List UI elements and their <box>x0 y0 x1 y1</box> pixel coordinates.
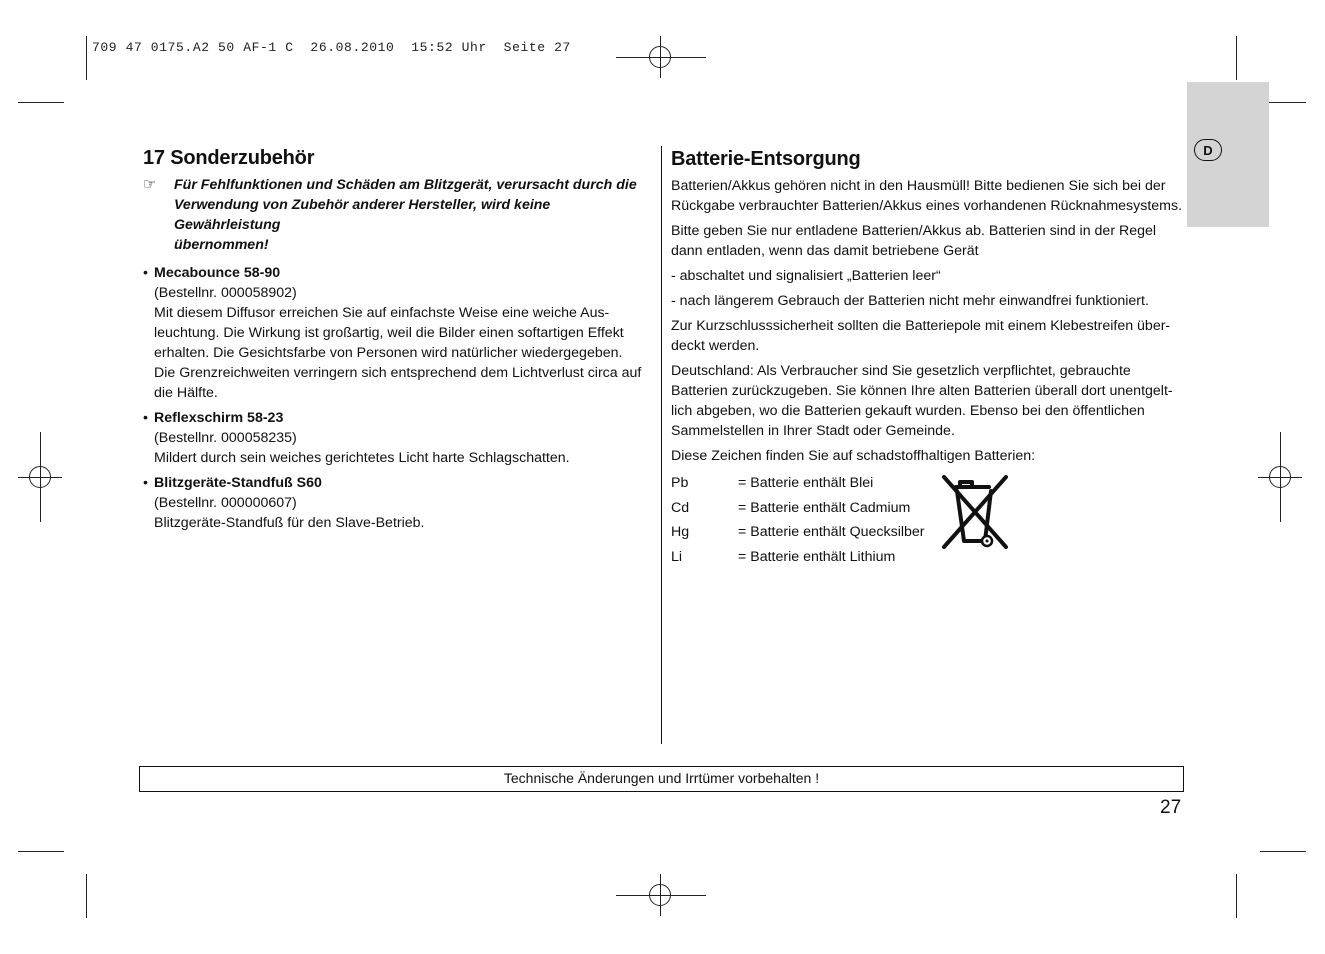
item-title: Reflexschirm 58-23 <box>154 410 284 426</box>
note-text: Für Fehlfunktionen und Schäden am Blitzgerät, verursacht durch die Verwendung von Zubehör anderer Hersteller, wird keine Gewährleistung übernommen! <box>174 177 637 253</box>
symbol-meaning: = Batterie enthält Lithium <box>738 549 896 566</box>
symbol-meaning: = Batterie enthält Quecksilber <box>738 524 925 541</box>
symbol-row <box>671 471 1183 496</box>
item-line: (Bestellnr. 000058902) <box>154 285 297 301</box>
bullet: • <box>143 265 148 281</box>
print-slug: 709 47 0175.A2 50 AF-1 C 26.08.2010 15:52 Uhr Seite 27 <box>92 40 571 55</box>
item-line: Mildert durch sein weiches gerichtetes Licht harte Schlagschatten. <box>154 450 570 466</box>
paragraph: Batterien/Akkus gehören nicht in den Hausmüll! Bitte bedienen Sie sich bei der Rückgabe verbrauchter Batterien/Akkus eines vorhandenen Rücknahmesystems. <box>671 178 1183 214</box>
page-number: 27 <box>1160 797 1182 818</box>
symbol-meaning: = Batterie enthält Cadmium <box>738 499 911 516</box>
accessory-item <box>143 408 655 468</box>
warranty-note <box>143 175 655 255</box>
symbol-code: Cd <box>671 499 690 516</box>
symbol-row <box>671 496 1183 521</box>
bullet: • <box>143 475 148 491</box>
item-line: Blitzgeräte-Standfuß für den Slave-Betrieb. <box>154 515 425 531</box>
accessories-section <box>143 145 655 538</box>
section-heading: Batterie-Entsorgung <box>671 148 861 170</box>
item-line: (Bestellnr. 000058235) <box>154 430 297 446</box>
item-title: Mecabounce 58-90 <box>154 265 281 281</box>
symbol-code: Pb <box>671 475 689 491</box>
paragraph: Zur Kurzschlusssicherheit sollten die Batteriepole mit einem Klebestreifen über- deckt werden. <box>671 318 1171 354</box>
item-line: erhalten. Die Gesichtsfarbe von Personen wird natürlicher wiedergegeben. <box>154 345 623 361</box>
symbol-row <box>671 545 1183 570</box>
symbol-code: Hg <box>671 524 690 541</box>
item-line: Die Grenzreichweiten verringern sich entsprechend dem Lichtverlust circa auf <box>154 365 642 381</box>
battery-disposal-section <box>671 146 1183 570</box>
column-divider <box>661 146 662 744</box>
item-line: die Hälfte. <box>154 385 218 401</box>
accessory-item <box>143 263 655 403</box>
footer-disclaimer: Technische Änderungen und Irrtümer vorbehalten ! <box>139 766 1184 792</box>
bullet: • <box>143 410 148 426</box>
section-heading: 17 Sonderzubehör <box>143 147 315 169</box>
battery-symbol-table <box>671 471 1183 570</box>
accessory-item <box>143 473 655 533</box>
symbol-code: Li <box>671 549 683 566</box>
item-line: leuchtung. Die Wirkung ist großartig, weil die Bilder einen softartigen Effekt <box>154 325 624 341</box>
paragraph: - nach längerem Gebrauch der Batterien nicht mehr einwandfrei funktioniert. <box>671 293 1149 309</box>
symbol-meaning: = Batterie enthält Blei <box>738 475 874 491</box>
item-line: (Bestellnr. 000000607) <box>154 495 297 511</box>
item-title: Blitzgeräte-Standfuß S60 <box>154 475 322 491</box>
item-line: Mit diesem Diffusor erreichen Sie auf einfachste Weise eine weiche Aus- <box>154 305 610 321</box>
hand-pointer-icon: ☞ <box>143 176 157 193</box>
paragraph: - abschaltet und signalisiert „Batterien leer“ <box>671 268 941 284</box>
language-badge: D <box>1194 139 1222 161</box>
paragraph: Deutschland: Als Verbraucher sind Sie gesetzlich verpflichtet, gebrauchte Batterien zurückzugeben. Sie können Ihre alten Batterien überall dort unentgelt- lich abgeben, wo die Batterien gekauft wurden. Ebenso bei den öffentlichen Sammelstellen in Ihrer Stadt oder Gemeinde. <box>671 363 1173 439</box>
paragraph: Diese Zeichen finden Sie auf schadstoffhaltigen Batterien: <box>671 448 1036 464</box>
paragraph: Bitte geben Sie nur entladene Batterien/Akkus ab. Batterien sind in der Regel dann entladen, wenn das damit betriebene Gerät <box>671 223 1157 259</box>
symbol-row <box>671 520 1183 545</box>
crossed-out-wheelie-bin-icon <box>940 473 1010 551</box>
